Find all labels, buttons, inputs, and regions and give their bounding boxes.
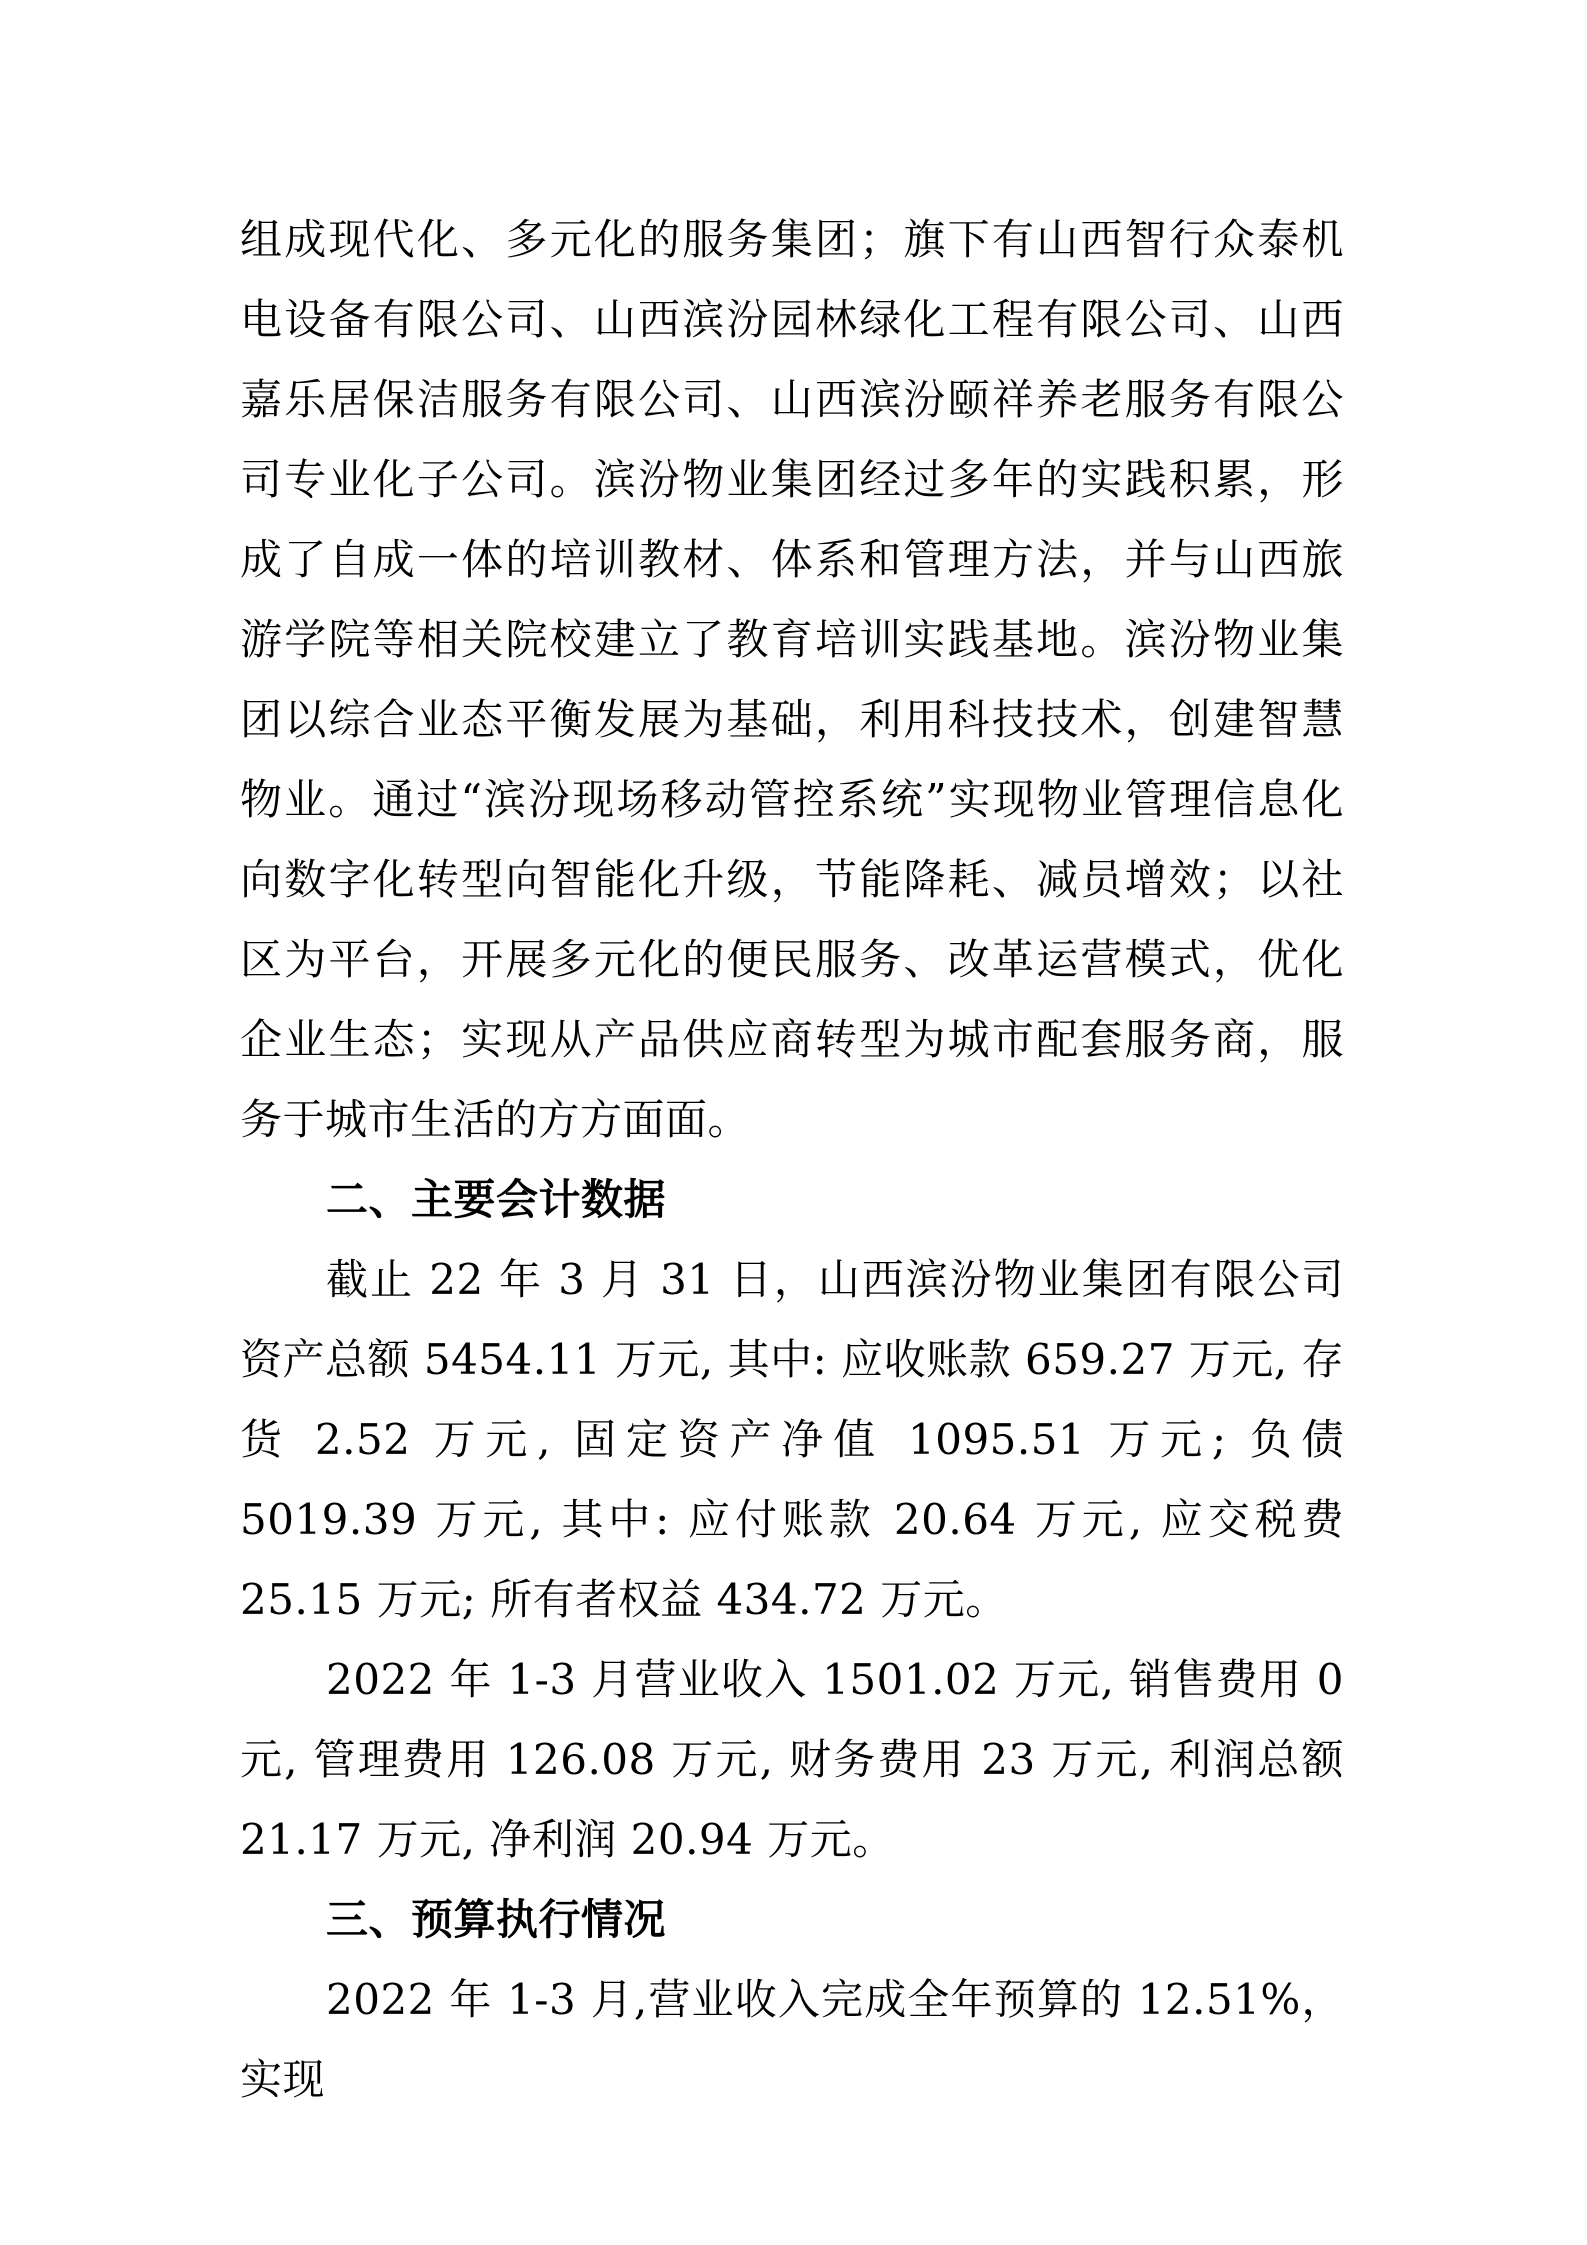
document-body (240, 200, 1344, 2120)
body-paragraph: 2022 年 1-3 月营业收入 1501.02 万元, 销售费用 0 元, 管理费用 126.08 万元, 财务费用 23 万元, 利润总额 21.17 万元, 净利润 20.94 万元。 (240, 1655, 1344, 1864)
body-paragraph: 截止 22 年 3 月 31 日，山西滨汾物业集团有限公司资产总额 5454.11 万元, 其中: 应收账款 659.27 万元, 存货 2.52 万元, 固定资产净值 1095.51 万元; 负债 5019.39 万元, 其中: 应付账款 20.64 万元, 应交税费 25.15 万元; 所有者权益 434.72 万元。 (240, 1255, 1344, 1624)
body-paragraph: 组成现代化、多元化的服务集团；旗下有山西智行众泰机电设备有限公司、山西滨汾园林绿化工程有限公司、山西嘉乐居保洁服务有限公司、山西滨汾颐祥养老服务有限公司专业化子公司。滨汾物业集团经过多年的实践积累，形成了自成一体的培训教材、体系和管理方法，并与山西旅游学院等相关院校建立了教育培训实践基地。滨汾物业集团以综合业态平衡发展为基础，利用科技技术，创建智慧物业。通过“滨汾现场移动管控系统”实现物业管理信息化向数字化转型向智能化升级，节能降耗、减员增效；以社区为平台，开展多元化的便民服务、改革运营模式，优化企业生态；实现从产品供应商转型为城市配套服务商，服务于城市生活的方方面面。 (240, 215, 1344, 1144)
body-paragraph: 2022 年 1-3 月,营业收入完成全年预算的 12.51%，实现 (240, 1975, 1344, 2104)
section-heading: 二、主要会计数据 (326, 1175, 667, 1224)
section-heading: 三、预算执行情况 (326, 1895, 667, 1944)
